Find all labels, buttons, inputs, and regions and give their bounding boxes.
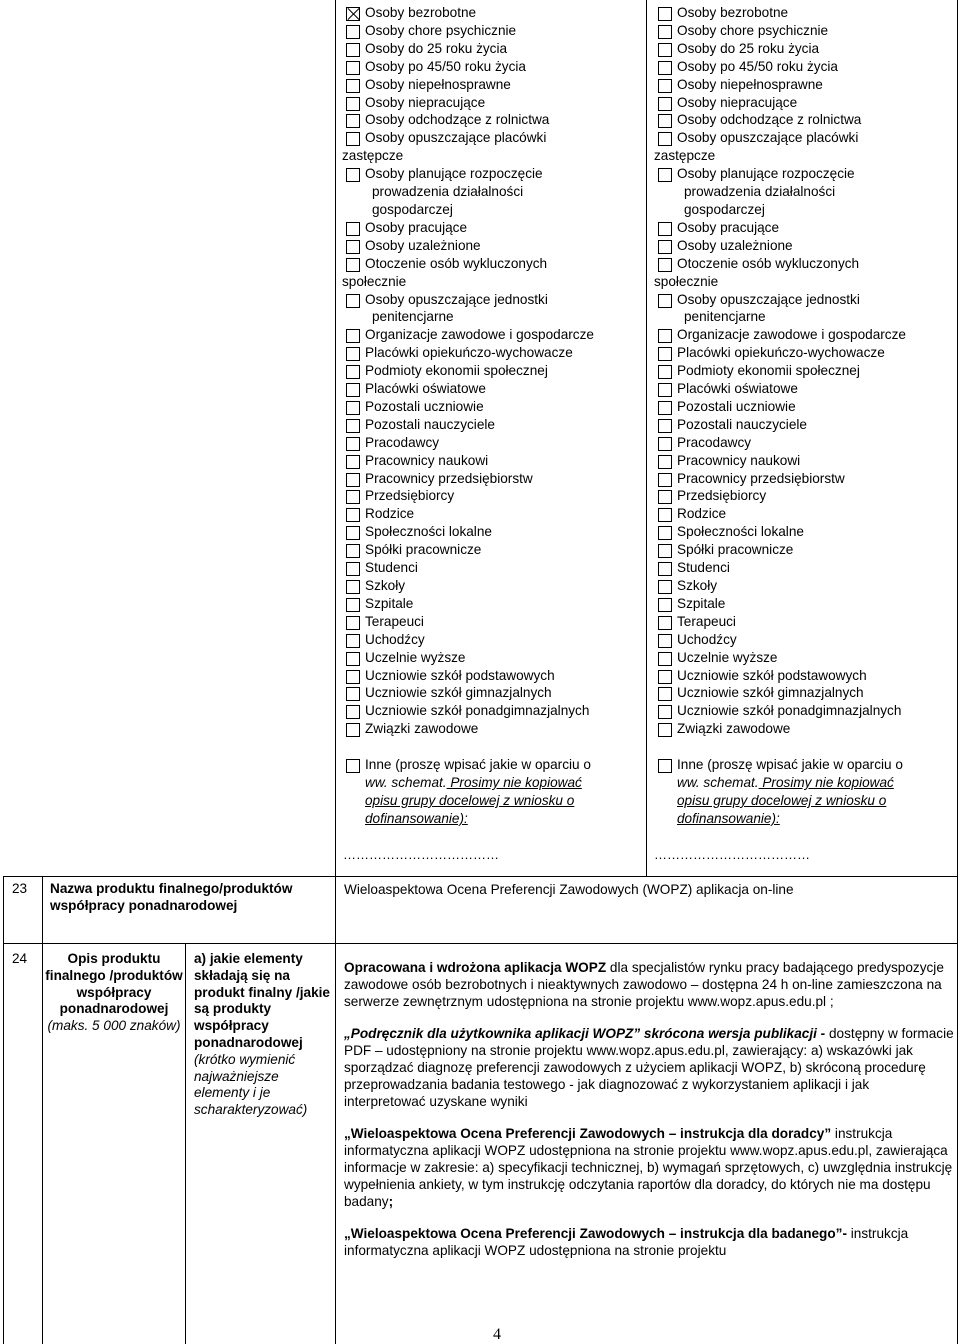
option-label: Otoczenie osób wykluczonych <box>677 255 860 271</box>
option-label-continuation: prowadzenia działalności <box>372 184 524 200</box>
option-label-continuation: penitencjarne <box>372 309 454 325</box>
paragraph-2-lead: „Podręcznik dla użytkownika aplikacji WOPZ” skrócona wersja publikacji - <box>344 1026 826 1042</box>
description-paragraph-3 <box>344 1126 954 1210</box>
checkbox[interactable] <box>658 329 672 343</box>
option-label: Spółki pracownicze <box>677 542 794 558</box>
checkbox[interactable] <box>346 7 360 21</box>
target-group-option[interactable] <box>656 111 956 129</box>
checkbox[interactable] <box>658 687 672 701</box>
target-group-option[interactable] <box>344 398 644 416</box>
checkbox[interactable] <box>346 43 360 57</box>
option-label: Szkoły <box>677 578 718 593</box>
target-group-option[interactable] <box>344 470 644 488</box>
checkbox[interactable] <box>346 652 360 666</box>
paragraph-3-lead: „Wieloaspektowa Ocena Preferencji Zawodowych – instrukcja dla doradcy” <box>344 1126 832 1142</box>
option-label: Spółki pracownicze <box>365 542 482 558</box>
option-label: Placówki opiekuńczo-wychowacze <box>365 345 573 361</box>
option-label-continuation: społecznie <box>342 273 407 289</box>
target-group-option[interactable] <box>344 702 644 720</box>
row-23-number: 23 <box>12 881 28 896</box>
option-label: Społeczności lokalne <box>365 524 492 540</box>
checkbox[interactable] <box>658 670 672 684</box>
option-label: Terapeuci <box>365 613 424 629</box>
checkbox[interactable] <box>658 43 672 57</box>
target-group-option[interactable] <box>344 631 644 649</box>
target-group-option[interactable] <box>344 58 644 76</box>
target-group-option[interactable] <box>656 577 956 595</box>
checkbox[interactable] <box>346 401 360 415</box>
other-note-part: ww. schemat. <box>677 775 759 791</box>
option-label: Uczelnie wyższe <box>677 649 778 665</box>
checkbox[interactable] <box>658 705 672 719</box>
checkbox[interactable] <box>658 79 672 93</box>
target-group-option[interactable] <box>656 631 956 649</box>
checkbox[interactable] <box>346 79 360 93</box>
checkbox[interactable] <box>346 759 360 773</box>
option-label: Pracodawcy <box>677 434 752 450</box>
target-group-option[interactable] <box>344 219 644 237</box>
paragraph-4-text: instrukcja informatyczna aplikacji WOPZ udostępniona na stronie projektu <box>344 1226 909 1259</box>
option-label: Pracownicy przedsiębiorstw <box>677 470 845 486</box>
target-group-option[interactable] <box>656 541 956 559</box>
option-label: Osoby uzależnione <box>677 237 793 253</box>
checkbox[interactable] <box>346 97 360 111</box>
target-group-option[interactable] <box>344 416 644 434</box>
checkbox[interactable] <box>658 61 672 75</box>
target-group-option[interactable] <box>344 541 644 559</box>
paragraph-1-text: dla specjalistów rynku pracy badającego predyspozycje zawodowe osób bezrobotnych i nieaktywnych zawodowo – dostępna 24 h on-line zamieszczona na serwerze zewnętrznym udostępniona na stronie projektu www.wopz.apus.edu.pl ; <box>344 960 944 1009</box>
option-label: Terapeuci <box>677 613 736 629</box>
target-group-option[interactable] <box>656 291 956 309</box>
option-label: Szkoły <box>365 578 406 593</box>
table-border <box>335 0 336 1344</box>
option-label-continuation: gospodarczej <box>684 201 765 217</box>
target-group-option[interactable] <box>656 720 956 738</box>
target-group-option[interactable] <box>656 22 956 40</box>
option-label: Osoby niepełnosprawne <box>365 76 511 92</box>
checkbox[interactable] <box>658 365 672 379</box>
option-label: Uchodźcy <box>677 631 737 647</box>
checkbox[interactable] <box>658 7 672 21</box>
option-label: Uczniowie szkół gimnazjalnych <box>677 685 864 701</box>
target-group-option[interactable] <box>656 595 956 613</box>
option-label: Osoby do 25 roku życia <box>365 40 508 56</box>
option-label: Osoby chore psychicznie <box>677 22 829 38</box>
option-label: Podmioty ekonomii społecznej <box>677 363 860 379</box>
checkbox[interactable] <box>658 652 672 666</box>
option-label: Związki zawodowe <box>677 721 791 737</box>
target-group-option[interactable] <box>656 219 956 237</box>
target-group-option[interactable] <box>656 559 956 577</box>
checkbox[interactable] <box>346 580 360 594</box>
checkbox[interactable] <box>658 240 672 254</box>
option-label: Osoby bezrobotne <box>677 5 789 20</box>
checkbox[interactable] <box>658 25 672 39</box>
option-label-continuation: zastępcze <box>654 148 716 164</box>
checkbox[interactable] <box>658 616 672 630</box>
checkbox[interactable] <box>658 294 672 308</box>
other-note-part: dofinansowanie): <box>677 810 780 826</box>
checkbox[interactable] <box>658 168 672 182</box>
target-group-option[interactable] <box>344 165 644 183</box>
table-border <box>3 943 958 944</box>
row-24-label-limit: (maks. 5 000 znaków) <box>47 1018 181 1034</box>
checkbox[interactable] <box>658 455 672 469</box>
option-label: Studenci <box>677 560 730 576</box>
row-23-value: Wieloaspektowa Ocena Preferencji Zawodowych (WOPZ) aplikacja on-line <box>344 882 794 897</box>
target-group-option[interactable] <box>344 362 644 380</box>
checkbox[interactable] <box>346 490 360 504</box>
option-label-continuation: prowadzenia działalności <box>684 184 836 200</box>
fill-in-dots-left: ……………………………… <box>343 847 499 862</box>
option-label: Osoby odchodzące z rolnictwa <box>365 112 550 128</box>
paragraph-2-text: dostępny w formacie PDF – udostępniony na stronie projektu www.wopz.apus.edu.pl, zawierający: a) wskazówki jak sporządzać diagnozę preferencji zawodowych z użyciem aplikacji WOPZ, b) skróconą procedurę przeprowadzania badania testowego - jak diagnozować z wykorzystaniem aplikacji i jak interpretować uzyskane wyniki <box>344 1026 954 1109</box>
table-border <box>957 0 958 1344</box>
target-group-option[interactable] <box>656 649 956 667</box>
checkbox[interactable] <box>346 616 360 630</box>
other-note <box>358 774 644 828</box>
target-group-option[interactable] <box>656 255 956 273</box>
option-label: Przedsiębiorcy <box>677 488 767 504</box>
table-border <box>42 876 43 1344</box>
other-label: Inne (proszę wpisać jakie w oparciu o <box>677 757 903 773</box>
checkbox[interactable] <box>346 526 360 540</box>
target-group-option[interactable] <box>344 595 644 613</box>
checkbox[interactable] <box>346 114 360 128</box>
target-group-option[interactable] <box>656 470 956 488</box>
checkbox[interactable] <box>658 508 672 522</box>
checkbox[interactable] <box>346 168 360 182</box>
target-group-option[interactable] <box>344 111 644 129</box>
checkbox[interactable] <box>346 347 360 361</box>
option-label: Osoby opuszczające jednostki <box>677 291 860 307</box>
option-label: Osoby pracujące <box>677 219 780 235</box>
row-23-label: Nazwa produktu finalnego/produktów współpracy ponadnarodowej <box>50 881 293 913</box>
other-note-part: dofinansowanie): <box>365 810 468 826</box>
checkbox[interactable] <box>658 634 672 648</box>
target-group-option[interactable] <box>344 487 644 505</box>
row-24-sub-label-hint: (krótko wymienić najważniejsze elementy i je scharakteryzować) <box>194 1051 308 1118</box>
checkbox[interactable] <box>346 222 360 236</box>
target-group-option[interactable] <box>656 326 956 344</box>
page-number: 4 <box>493 1326 501 1343</box>
table-border <box>3 876 4 1344</box>
target-group-option[interactable] <box>656 165 956 183</box>
checkbox[interactable] <box>346 294 360 308</box>
option-label-continuation: społecznie <box>654 273 719 289</box>
option-label: Organizacje zawodowe i gospodarcze <box>365 327 594 343</box>
checkbox[interactable] <box>346 383 360 397</box>
row-24-label-main: Opis produktu finalnego /produktów współpracy ponadnarodowej <box>45 951 183 1017</box>
target-group-option[interactable] <box>344 667 644 685</box>
checkbox[interactable] <box>658 132 672 146</box>
target-group-option[interactable] <box>656 416 956 434</box>
target-group-option[interactable] <box>344 577 644 595</box>
checkbox[interactable] <box>346 687 360 701</box>
paragraph-4-lead: „Wieloaspektowa Ocena Preferencji Zawodowych – instrukcja dla badanego”- <box>344 1226 847 1242</box>
checkbox[interactable] <box>658 258 672 272</box>
other-group-option[interactable] <box>656 756 956 828</box>
option-label: Placówki oświatowe <box>365 381 486 397</box>
target-group-option[interactable] <box>656 523 956 541</box>
option-label: Rodzice <box>365 506 415 522</box>
target-group-option[interactable] <box>344 40 644 58</box>
target-group-option[interactable] <box>344 94 644 112</box>
option-label: Pracownicy przedsiębiorstw <box>365 470 533 486</box>
target-group-option[interactable] <box>656 4 956 22</box>
option-label: Przedsiębiorcy <box>365 488 455 504</box>
target-group-option[interactable] <box>656 129 956 147</box>
checkbox[interactable] <box>346 634 360 648</box>
checkbox[interactable] <box>658 759 672 773</box>
option-label: Uczniowie szkół podstawowych <box>677 667 867 683</box>
checkbox[interactable] <box>658 383 672 397</box>
target-group-option[interactable] <box>344 344 644 362</box>
checkbox[interactable] <box>346 132 360 146</box>
option-label-continuation: penitencjarne <box>684 309 766 325</box>
option-label: Pozostali nauczyciele <box>677 416 807 432</box>
option-label: Podmioty ekonomii społecznej <box>365 363 548 379</box>
checkbox[interactable] <box>346 705 360 719</box>
checkbox[interactable] <box>658 401 672 415</box>
option-label: Osoby po 45/50 roku życia <box>365 58 526 74</box>
table-border <box>646 0 647 876</box>
option-label: Uczniowie szkół ponadgimnazjalnych <box>365 703 590 719</box>
option-label: Szpitale <box>365 595 414 611</box>
checkbox[interactable] <box>658 723 672 737</box>
target-group-option[interactable] <box>656 505 956 523</box>
option-label: Uczniowie szkół gimnazjalnych <box>365 685 552 701</box>
row-24-label <box>44 951 184 1035</box>
target-group-option[interactable] <box>656 613 956 631</box>
checkbox[interactable] <box>346 670 360 684</box>
description-paragraph-4 <box>344 1226 954 1260</box>
target-group-option[interactable] <box>656 344 956 362</box>
checkbox[interactable] <box>658 473 672 487</box>
target-group-option[interactable] <box>656 398 956 416</box>
option-label: Społeczności lokalne <box>677 524 804 540</box>
option-label: Osoby opuszczające jednostki <box>365 291 548 307</box>
target-group-option[interactable] <box>344 22 644 40</box>
checkbox[interactable] <box>346 240 360 254</box>
target-group-option[interactable] <box>344 523 644 541</box>
table-border <box>3 876 958 877</box>
option-label: Placówki opiekuńczo-wychowacze <box>677 345 885 361</box>
option-label: Pozostali nauczyciele <box>365 416 495 432</box>
checkbox[interactable] <box>346 258 360 272</box>
checkbox[interactable] <box>346 562 360 576</box>
option-label-continuation: gospodarczej <box>372 201 453 217</box>
paragraph-1-lead: Opracowana i wdrożona aplikacja WOPZ <box>344 960 607 975</box>
target-group-option[interactable] <box>656 684 956 702</box>
row-24-sub-label-main: a) jakie elementy składają się na produkt finalny /jakie są produkty współpracy ponadnarodowej <box>194 951 330 1050</box>
target-group-option[interactable] <box>344 559 644 577</box>
checkbox[interactable] <box>346 598 360 612</box>
checkbox[interactable] <box>658 437 672 451</box>
checkbox[interactable] <box>346 437 360 451</box>
option-label: Osoby planujące rozpoczęcie <box>365 166 543 182</box>
checkbox[interactable] <box>346 329 360 343</box>
table-border <box>185 943 186 1344</box>
target-group-option[interactable] <box>344 255 644 273</box>
target-groups-right <box>656 4 956 828</box>
checkbox[interactable] <box>658 347 672 361</box>
target-group-option[interactable] <box>344 613 644 631</box>
target-group-option[interactable] <box>656 452 956 470</box>
target-group-option[interactable] <box>344 237 644 255</box>
other-note-part: opisu grupy docelowej z wniosku o <box>365 792 575 808</box>
target-group-option[interactable] <box>344 434 644 452</box>
target-group-option[interactable] <box>344 76 644 94</box>
target-group-option[interactable] <box>656 667 956 685</box>
checkbox[interactable] <box>658 97 672 111</box>
target-group-option[interactable] <box>344 326 644 344</box>
checkbox[interactable] <box>346 455 360 469</box>
other-note-part: Prosimy nie kopiować <box>758 775 894 791</box>
row-24-sub-label <box>194 951 332 1119</box>
option-label: Studenci <box>365 560 418 576</box>
option-label: Osoby uzależnione <box>365 237 481 253</box>
checkbox[interactable] <box>346 25 360 39</box>
checkbox[interactable] <box>658 490 672 504</box>
target-group-option[interactable] <box>344 452 644 470</box>
option-label: Osoby chore psychicznie <box>365 22 517 38</box>
option-label: Organizacje zawodowe i gospodarcze <box>677 327 906 343</box>
option-label: Uczniowie szkół ponadgimnazjalnych <box>677 703 902 719</box>
option-label: Osoby niepełnosprawne <box>677 76 823 92</box>
checkbox[interactable] <box>658 222 672 236</box>
option-label: Pozostali uczniowie <box>677 398 796 414</box>
target-group-option[interactable] <box>656 237 956 255</box>
description-paragraph-1 <box>344 960 954 1010</box>
target-group-option[interactable] <box>656 76 956 94</box>
checkbox[interactable] <box>346 473 360 487</box>
checkbox[interactable] <box>346 508 360 522</box>
target-group-option[interactable] <box>344 720 644 738</box>
checkbox[interactable] <box>658 598 672 612</box>
option-label: Pracodawcy <box>365 434 440 450</box>
option-label: Osoby pracujące <box>365 219 468 235</box>
checkbox[interactable] <box>658 114 672 128</box>
target-group-option[interactable] <box>344 684 644 702</box>
other-group-option[interactable] <box>344 756 644 828</box>
checkbox[interactable] <box>658 526 672 540</box>
fill-in-dots-right: ……………………………… <box>654 847 810 862</box>
option-label: Pozostali uczniowie <box>365 398 484 414</box>
description-paragraph-2 <box>344 1026 954 1110</box>
option-label: Osoby po 45/50 roku życia <box>677 58 838 74</box>
option-label: Uchodźcy <box>365 631 425 647</box>
checkbox[interactable] <box>658 419 672 433</box>
product-description <box>344 960 954 1276</box>
option-label: Placówki oświatowe <box>677 381 798 397</box>
other-note <box>670 774 956 828</box>
option-label: Osoby opuszczające placówki <box>365 130 547 146</box>
checkbox[interactable] <box>658 580 672 594</box>
target-group-option[interactable] <box>656 40 956 58</box>
other-note-part: opisu grupy docelowej z wniosku o <box>677 792 887 808</box>
option-label: Pracownicy naukowi <box>365 452 489 468</box>
target-group-option[interactable] <box>344 505 644 523</box>
row-24-number: 24 <box>12 951 28 966</box>
target-group-option[interactable] <box>656 362 956 380</box>
target-group-option[interactable] <box>344 380 644 398</box>
target-groups-left <box>344 4 644 828</box>
target-group-option[interactable] <box>656 702 956 720</box>
option-label: Osoby opuszczające placówki <box>677 130 859 146</box>
other-label: Inne (proszę wpisać jakie w oparciu o <box>365 757 591 773</box>
target-group-option[interactable] <box>344 129 644 147</box>
target-group-option[interactable] <box>344 649 644 667</box>
option-label: Osoby niepracujące <box>365 94 486 110</box>
checkbox[interactable] <box>346 419 360 433</box>
option-label: Osoby planujące rozpoczęcie <box>677 166 855 182</box>
option-label: Szpitale <box>677 595 726 611</box>
option-label: Osoby bezrobotne <box>365 5 477 20</box>
checkbox[interactable] <box>658 544 672 558</box>
checkbox[interactable] <box>346 61 360 75</box>
option-label: Związki zawodowe <box>365 721 479 737</box>
target-group-option[interactable] <box>656 380 956 398</box>
option-label: Osoby niepracujące <box>677 94 798 110</box>
checkbox[interactable] <box>346 365 360 379</box>
option-label: Uczniowie szkół podstawowych <box>365 667 555 683</box>
other-note-part: ww. schemat. <box>365 775 447 791</box>
checkbox[interactable] <box>346 723 360 737</box>
target-group-option[interactable] <box>656 94 956 112</box>
paragraph-3-end: ; <box>388 1193 394 1209</box>
option-label-continuation: zastępcze <box>342 148 404 164</box>
other-note-part: Prosimy nie kopiować <box>446 775 582 791</box>
option-label: Uczelnie wyższe <box>365 649 466 665</box>
target-group-option[interactable] <box>344 4 644 22</box>
option-label: Otoczenie osób wykluczonych <box>365 255 548 271</box>
target-group-option[interactable] <box>656 58 956 76</box>
option-label: Osoby odchodzące z rolnictwa <box>677 112 862 128</box>
target-group-option[interactable] <box>344 291 644 309</box>
checkbox[interactable] <box>346 544 360 558</box>
option-label: Pracownicy naukowi <box>677 452 801 468</box>
checkbox[interactable] <box>658 562 672 576</box>
target-group-option[interactable] <box>656 434 956 452</box>
paragraph-3-text: instrukcja informatyczna aplikacji WOPZ udostępniona na stronie projektu www.wopz.apus.edu.pl, zawierająca informacje w zakresie: a) specyfikacji technicznej, b) wymagań sprzętowych, c) uwzględnia instrukcję wypełnienia ankiety, w tym instrukcję odczytania raportów dla doradcy, do których nie ma dostępu badany <box>344 1126 953 1209</box>
target-group-option[interactable] <box>656 487 956 505</box>
option-label: Osoby do 25 roku życia <box>677 40 820 56</box>
option-label: Rodzice <box>677 506 727 522</box>
